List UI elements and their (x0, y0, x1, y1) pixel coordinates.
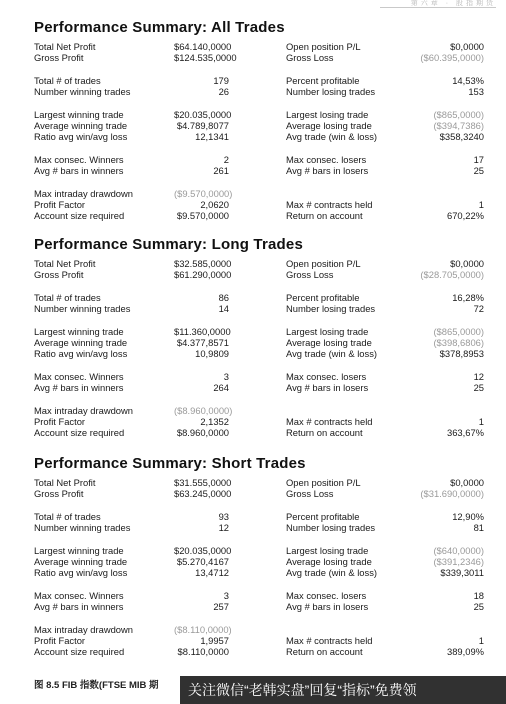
stat-left-label: Ratio avg win/avg loss (34, 131, 128, 143)
stat-row (34, 86, 489, 97)
stat-left-value: $20.035,0000 (174, 108, 232, 120)
stat-left-value: $5.270,4167 (176, 555, 229, 567)
stat-right-value: 16,28% (452, 291, 484, 303)
row-spacer (34, 360, 489, 371)
stat-left-label: Gross Profit (34, 269, 84, 281)
stat-row (34, 326, 489, 337)
stat-row (34, 601, 489, 612)
stat-right-value: 25 (473, 382, 484, 394)
row-spacer (34, 281, 489, 292)
section-short-trades (34, 455, 489, 658)
stat-right-label: Return on account (286, 646, 363, 658)
stat-left-value: $4.377,8571 (176, 336, 229, 348)
stat-row (34, 165, 489, 176)
stat-right-label: Largest losing trade (286, 108, 369, 120)
stat-right-value: 81 (473, 522, 484, 534)
stat-left-label: Largest winning trade (34, 544, 124, 556)
stat-left-label: Gross Profit (34, 488, 84, 500)
stat-left-label: Max intraday drawdown (34, 187, 134, 199)
stat-left-label: Max intraday drawdown (34, 623, 134, 635)
stat-right-value: 12 (473, 370, 484, 382)
row-spacer (34, 534, 489, 545)
stat-right-value: ($865,0000) (433, 108, 484, 120)
stat-right-value: ($60.395,0000) (420, 52, 484, 64)
stat-left-label: Average winning trade (34, 119, 128, 131)
section-title: Performance Summary: Short Trades (34, 455, 306, 472)
section-title: Performance Summary: Long Trades (34, 236, 303, 253)
stat-right-label: Number losing trades (286, 303, 376, 315)
stat-right-label: Avg # bars in losers (286, 382, 369, 394)
stat-row (34, 488, 489, 499)
stat-right-label: Gross Loss (286, 488, 334, 500)
stat-left-value: 93 (218, 510, 229, 522)
stat-left-label: Max consec. Winners (34, 589, 124, 601)
stat-row (34, 511, 489, 522)
stat-left-value: ($9.570,0000) (174, 187, 233, 199)
stat-right-label: Max consec. losers (286, 589, 367, 601)
stat-left-value: 179 (213, 74, 229, 86)
stat-right-label: Number losing trades (286, 86, 376, 98)
stat-right-label: Avg trade (win & loss) (286, 567, 378, 579)
stat-row (34, 477, 489, 488)
stat-left-label: Ratio avg win/avg loss (34, 567, 128, 579)
row-spacer (34, 143, 489, 154)
stat-left-value: 3 (223, 370, 229, 382)
stat-row (34, 131, 489, 142)
row-spacer (34, 177, 489, 188)
stat-right-value: 17 (473, 153, 484, 165)
stat-left-label: Total Net Profit (34, 258, 96, 269)
stat-right-value: ($31.690,0000) (420, 488, 484, 500)
stat-right-value: ($865,0000) (433, 325, 484, 337)
stat-left-label: Total # of trades (34, 291, 101, 303)
stat-left-label: Max intraday drawdown (34, 404, 134, 416)
stat-row (34, 556, 489, 567)
stat-right-value: 363,67% (446, 427, 484, 439)
stat-right-label: Max consec. losers (286, 370, 367, 382)
stat-right-label: Avg # bars in losers (286, 165, 369, 177)
stat-row (34, 405, 489, 416)
figure-caption: 图 8.5 FIB 指数(FTSE MIB 期 (34, 680, 159, 691)
stat-left-label: Profit Factor (34, 634, 86, 646)
stat-row (34, 348, 489, 359)
stat-left-value: $31.555,0000 (174, 477, 232, 488)
stat-row (34, 41, 489, 52)
stat-right-value: $0,0000 (450, 41, 484, 52)
stat-right-label: Max # contracts held (286, 415, 373, 427)
stat-left-value: 264 (213, 382, 229, 394)
stat-right-label: Average losing trade (286, 555, 372, 567)
stat-left-value: 3 (223, 589, 229, 601)
stat-left-label: Largest winning trade (34, 108, 124, 120)
stat-right-label: Average losing trade (286, 336, 372, 348)
stat-right-label: Avg # bars in losers (286, 601, 369, 613)
stat-left-label: Profit Factor (34, 198, 86, 210)
stat-row (34, 292, 489, 303)
stat-right-value: ($398,6806) (433, 336, 484, 348)
stat-row (34, 635, 489, 646)
stat-right-label: Average losing trade (286, 119, 372, 131)
stat-left-label: Average winning trade (34, 336, 128, 348)
stat-left-label: Avg # bars in winners (34, 165, 124, 177)
row-spacer (34, 315, 489, 326)
stat-row (34, 188, 489, 199)
stat-right-label: Open position P/L (286, 41, 361, 52)
stat-right-label: Open position P/L (286, 258, 361, 269)
stat-row (34, 590, 489, 601)
stat-left-value: $8.110,0000 (177, 646, 229, 658)
stat-right-value: 153 (468, 86, 484, 98)
stat-left-label: Total Net Profit (34, 41, 96, 52)
stat-right-value: ($28.705,0000) (420, 269, 484, 281)
stat-right-value: $0,0000 (450, 258, 484, 269)
row-spacer (34, 98, 489, 109)
stat-left-label: Ratio avg win/avg loss (34, 348, 128, 360)
row-spacer (34, 64, 489, 75)
stat-left-value: $61.290,0000 (174, 269, 232, 281)
stat-row (34, 52, 489, 63)
stat-left-value: 257 (213, 601, 229, 613)
stat-right-label: Open position P/L (286, 477, 361, 488)
stat-left-value: 12,1341 (195, 131, 229, 143)
stat-left-label: Profit Factor (34, 415, 86, 427)
stat-row (34, 337, 489, 348)
stat-left-label: Total # of trades (34, 510, 101, 522)
stat-row (34, 269, 489, 280)
stat-right-value: 12,90% (452, 510, 484, 522)
stat-right-value: $0,0000 (450, 477, 484, 488)
stat-left-value: 2,1352 (200, 415, 229, 427)
stat-left-value: $4.789,8077 (176, 119, 229, 131)
stat-right-value: 670,22% (446, 210, 484, 222)
stat-right-value: 1 (478, 198, 484, 210)
stat-left-label: Largest winning trade (34, 325, 124, 337)
stat-left-label: Gross Profit (34, 52, 84, 64)
stat-row (34, 646, 489, 657)
stat-left-value: 86 (218, 291, 229, 303)
stat-row (34, 199, 489, 210)
stat-left-label: Average winning trade (34, 555, 128, 567)
stat-right-label: Largest losing trade (286, 325, 369, 337)
stat-row (34, 75, 489, 86)
stat-left-label: Number winning trades (34, 522, 131, 534)
stat-left-label: Number winning trades (34, 303, 131, 315)
stat-row (34, 154, 489, 165)
page-header-tag: 第六章 · 股指期货 (380, 0, 496, 8)
stat-right-label: Number losing trades (286, 522, 376, 534)
stat-left-value: 2 (223, 153, 229, 165)
stat-row (34, 120, 489, 131)
stat-right-value: ($640,0000) (433, 544, 484, 556)
watermark-banner: 关注微信“老韩实盘”回复“指标”免费领 (180, 676, 506, 704)
stat-right-value: 389,09% (446, 646, 484, 658)
stat-row (34, 303, 489, 314)
stat-right-value: ($394,7386) (433, 119, 484, 131)
stat-right-label: Max # contracts held (286, 634, 373, 646)
stat-left-value: ($8.960,0000) (174, 404, 233, 416)
stat-left-value: 26 (218, 86, 229, 98)
stat-row (34, 371, 489, 382)
stat-right-value: ($391,2346) (433, 555, 484, 567)
stat-right-label: Percent profitable (286, 510, 360, 522)
row-spacer (34, 500, 489, 511)
stat-row (34, 416, 489, 427)
stat-left-value: $11.360,0000 (174, 325, 231, 337)
stat-row (34, 624, 489, 635)
stat-left-label: Account size required (34, 646, 125, 658)
row-spacer (34, 613, 489, 624)
stat-right-value: 1 (478, 634, 484, 646)
stat-row (34, 109, 489, 120)
stat-left-value: 261 (213, 165, 229, 177)
row-spacer (34, 579, 489, 590)
stat-right-label: Percent profitable (286, 291, 360, 303)
stat-right-value: 25 (473, 601, 484, 613)
stat-left-value: 14 (218, 303, 229, 315)
stat-row (34, 545, 489, 556)
stat-right-value: 18 (473, 589, 484, 601)
stat-right-label: Largest losing trade (286, 544, 369, 556)
section-all-trades (34, 19, 489, 222)
stat-right-value: $358,3240 (439, 131, 484, 143)
stat-left-value: $20.035,0000 (174, 544, 232, 556)
stat-right-value: 14,53% (452, 74, 484, 86)
stat-left-value: $64.140,0000 (174, 41, 232, 52)
stat-left-value: 13,4712 (195, 567, 229, 579)
stat-left-label: Max consec. Winners (34, 370, 124, 382)
stat-left-label: Number winning trades (34, 86, 131, 98)
section-title: Performance Summary: All Trades (34, 19, 285, 36)
stat-right-value: 25 (473, 165, 484, 177)
stat-right-label: Gross Loss (286, 52, 334, 64)
stat-right-label: Max consec. losers (286, 153, 367, 165)
stat-left-label: Account size required (34, 210, 125, 222)
stat-left-label: Account size required (34, 427, 125, 439)
stat-row (34, 382, 489, 393)
stat-right-label: Gross Loss (286, 269, 334, 281)
stat-row (34, 567, 489, 578)
stat-left-label: Total # of trades (34, 74, 101, 86)
stat-right-label: Return on account (286, 210, 363, 222)
stat-right-label: Max # contracts held (286, 198, 373, 210)
stat-right-label: Avg trade (win & loss) (286, 131, 378, 143)
stat-left-label: Total Net Profit (34, 477, 96, 488)
stat-row (34, 210, 489, 221)
stat-left-value: $124.535,0000 (174, 52, 237, 64)
stat-row (34, 427, 489, 438)
stat-left-value: 1,9957 (200, 634, 229, 646)
stat-right-value: $378,8953 (439, 348, 484, 360)
stat-right-value: 72 (473, 303, 484, 315)
stat-row (34, 258, 489, 269)
stat-left-value: $9.570,0000 (176, 210, 229, 222)
stat-left-value: $8.960,0000 (176, 427, 229, 439)
stat-left-value: 12 (218, 522, 229, 534)
stat-left-value: ($8.110,0000) (174, 623, 232, 635)
stat-left-value: $32.585,0000 (174, 258, 232, 269)
stat-left-label: Max consec. Winners (34, 153, 124, 165)
stat-left-label: Avg # bars in winners (34, 601, 124, 613)
stat-right-label: Return on account (286, 427, 363, 439)
stat-right-label: Avg trade (win & loss) (286, 348, 378, 360)
stat-left-value: 10,9809 (195, 348, 229, 360)
stat-left-value: 2,0620 (200, 198, 229, 210)
stat-right-value: $339,3011 (440, 567, 484, 579)
stat-left-value: $63.245,0000 (174, 488, 232, 500)
stat-right-label: Percent profitable (286, 74, 360, 86)
stat-right-value: 1 (478, 415, 484, 427)
row-spacer (34, 394, 489, 405)
stat-row (34, 522, 489, 533)
stat-left-label: Avg # bars in winners (34, 382, 124, 394)
section-long-trades (34, 236, 489, 439)
